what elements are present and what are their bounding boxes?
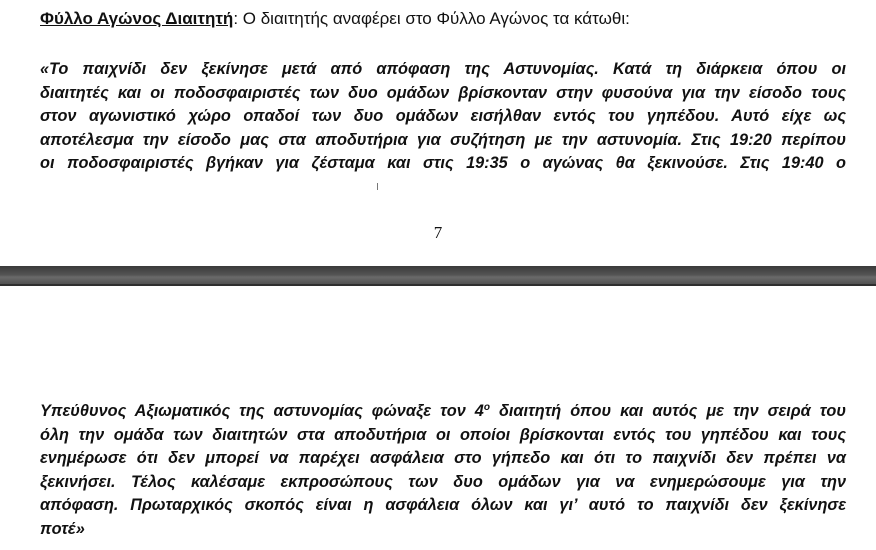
ordinal-superscript: ο [483,402,490,413]
quote-line-text: Υπεύθυνος Αξιωματικός της αστυνομίας φώναξε τον 4 [40,402,484,420]
quote-line: όλη την ομάδα των διαιτητών στα αποδυτήρια οι οποίοι βρίσκονται εντός του γηπέδου και τους [40,425,846,444]
quote-line: ξεκινήσει. Τέλος καλέσαμε εκπροσώπους των δυο ομάδων για να ενημερώσουμε για την [40,472,846,491]
quote-line: ενημέρωσε ότι δεν μπορεί να παρέχει ασφάλεια στο γήπεδο και ότι το παιχνίδι δεν πρέπει να [40,449,846,467]
quote-line: διαιτητές και οι ποδοσφαιριστές των δυο ομάδων βρίσκονταν στην φυσούνα για την είσοδο τους [40,83,846,102]
quote-line: «Το παιχνίδι δεν ξεκίνησε μετά από απόφαση της Αστυνομίας. Κατά τη διάρκεια όπου οι [40,60,846,78]
quote-line-last: ποτέ» [40,519,85,538]
quote-line: οι ποδοσφαιριστές βγήκαν για ζέσταμα και στις 19:35 ο αγώνας θα ξεκινούσε. Στις 19:40 ο [40,154,846,172]
quote-line-text: διαιτητή όπου και αυτός με την σειρά του [489,402,846,420]
document-page-top [0,0,876,266]
quote-line [40,400,846,424]
page-separator [0,266,876,286]
quote-line: στον αγωνιστικό χώρο οπαδοί των δυο ομάδων εισήλθαν εντός του γηπέδου. Αυτό είχε ως [40,107,846,125]
page-number: 7 [433,223,443,242]
section-heading: Φύλλο Αγώνος Διαιτητή [40,9,234,28]
scan-mark [377,183,378,190]
quote-line: αποτέλεσμα την είσοδο μας στα αποδυτήρια για συζήτηση με την αστυνομία. Στις 19:20 περίπου [40,130,846,149]
intro-text: : Ο διαιτητής αναφέρει στο Φύλλο Αγώνος τα κάτωθι: [233,9,630,28]
referee-quote-part-2 [40,400,846,541]
intro-paragraph [40,8,630,30]
referee-quote-part-1 [40,58,846,176]
quote-line: απόφαση. Πρωταρχικός σκοπός είναι η ασφάλεια όλων και γι’ αυτό το παιχνίδι δεν ξεκίνησε [40,496,846,514]
